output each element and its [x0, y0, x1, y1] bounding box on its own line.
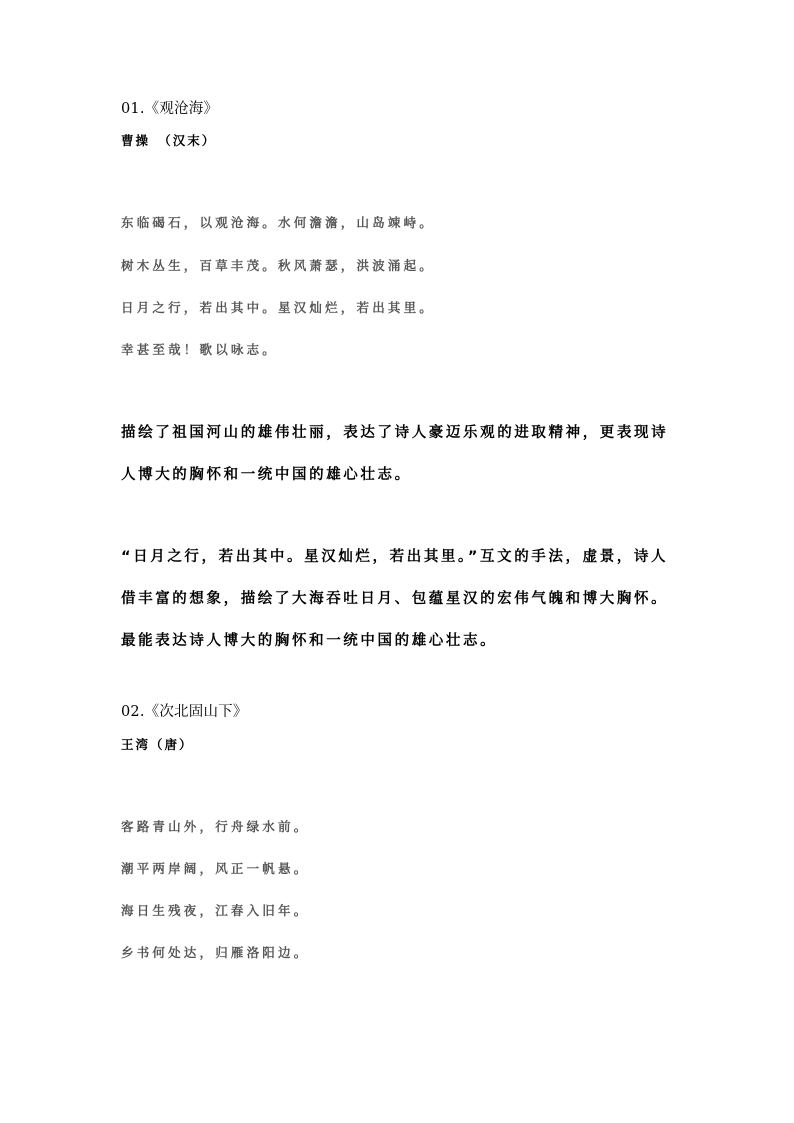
poem-2-line-1: 客路青山外，行舟绿水前。 — [121, 819, 310, 834]
poem-1-analysis-line-3: 最能表达诗人博大的胸怀和一统中国的雄心壮志。 — [121, 633, 498, 649]
poem-2-title: 02.《次北固山下》 — [121, 704, 248, 720]
poem-1-line-4: 幸甚至哉！歌以咏志。 — [121, 342, 279, 357]
poem-2-line-2: 潮平两岸阔，风正一帆悬。 — [121, 861, 310, 876]
poem-1-line-1: 东临碣石，以观沧海。水何澹澹，山岛竦峙。 — [121, 215, 436, 230]
poem-1-line-2: 树木丛生，百草丰茂。秋风萧瑟，洪波涌起。 — [121, 258, 436, 273]
poem-1-title: 01.《观沧海》 — [121, 101, 219, 117]
poem-1-line-3: 日月之行，若出其中。星汉灿烂，若出其里。 — [121, 300, 436, 315]
poem-2-line-4: 乡书何处达，归雁洛阳边。 — [121, 945, 310, 960]
poem-1-commentary-line-1: 描绘了祖国河山的雄伟壮丽，表达了诗人豪迈乐观的进取精神，更表现诗 — [121, 425, 669, 441]
poem-1-commentary-line-2: 人博大的胸怀和一统中国的雄心壮志。 — [121, 467, 412, 483]
poem-1-analysis-line-1: “日月之行，若出其中。星汉灿烂，若出其里。”互文的手法，虚景，诗人 — [121, 549, 669, 565]
poem-1-author: 曹操 （汉末） — [121, 133, 217, 148]
poem-2-line-3: 海日生残夜，江春入旧年。 — [121, 903, 310, 918]
poem-2-author: 王湾（唐） — [121, 737, 194, 752]
poem-1-analysis-line-2: 借丰富的想象，描绘了大海吞吐日月、包蕴星汉的宏伟气魄和博大胸怀。 — [121, 591, 669, 607]
